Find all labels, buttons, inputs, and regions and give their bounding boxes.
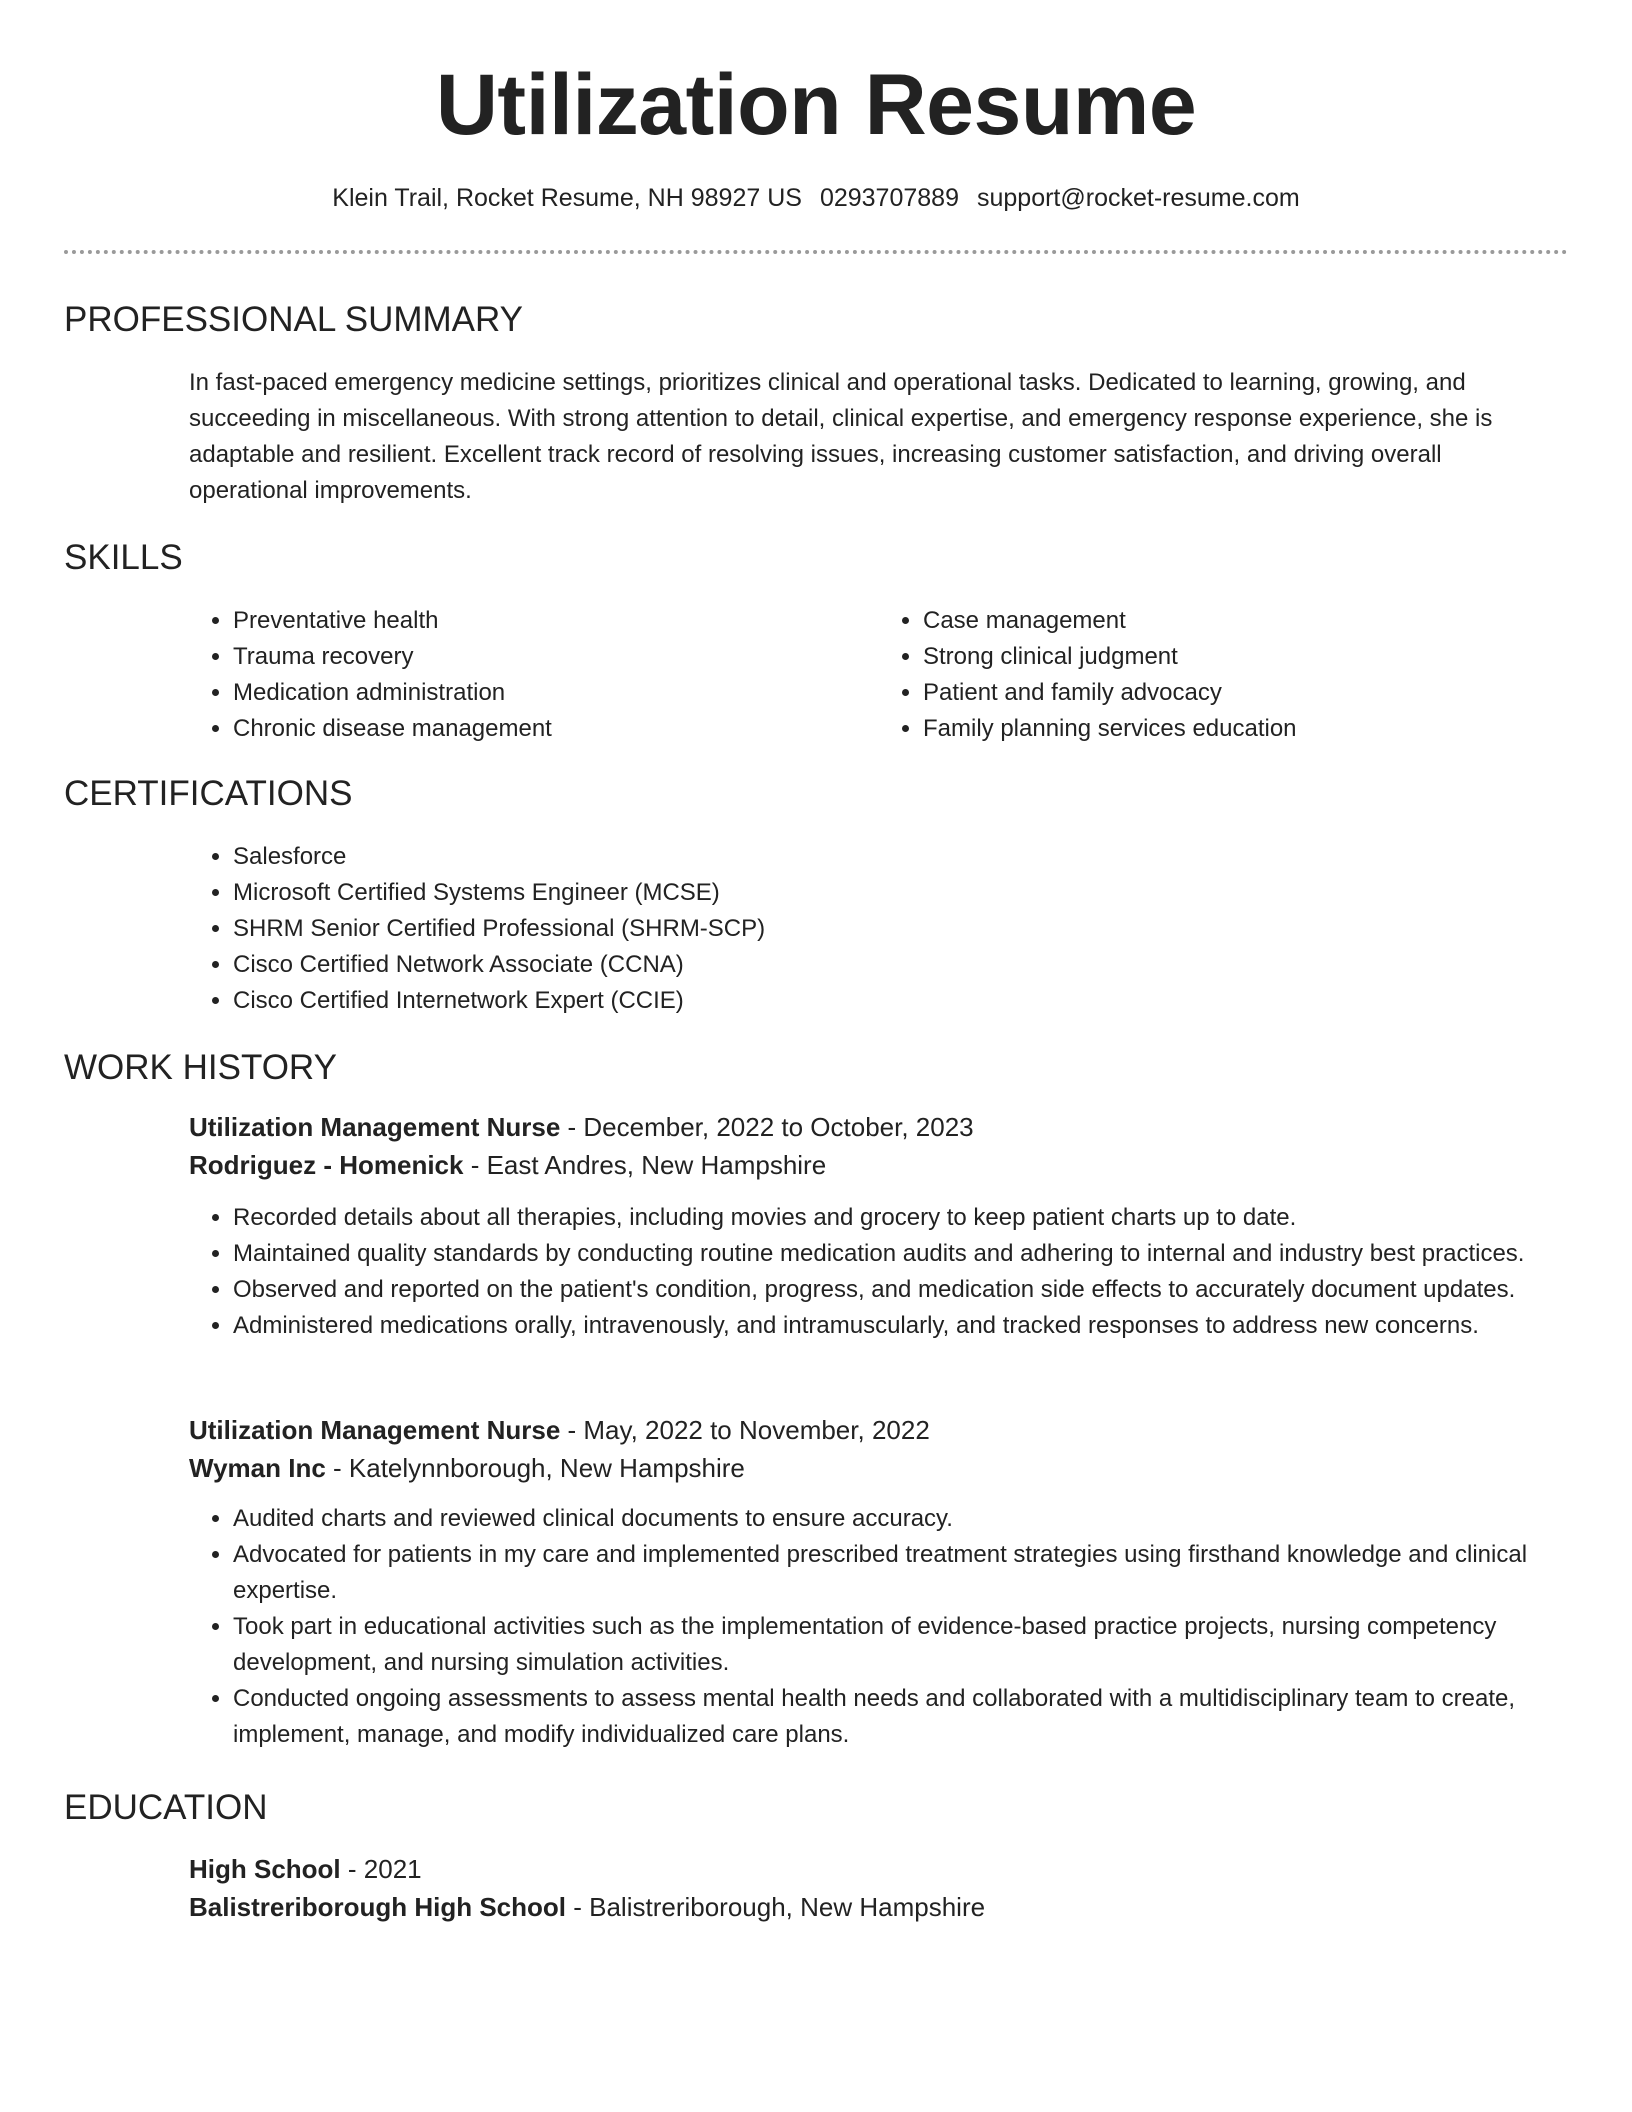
skill-item: • Family planning services education: [923, 711, 1569, 747]
education-degree-line: [189, 1850, 1569, 1888]
job-entry: [189, 1411, 1569, 1487]
education-year: - 2021: [340, 1854, 422, 1884]
certification-item: • Microsoft Certified Systems Engineer (MCSE): [233, 875, 1569, 911]
job-role: Utilization Management Nurse: [189, 1112, 561, 1142]
work-history-heading: WORK HISTORY: [64, 1048, 337, 1087]
job-bullets-section: [189, 1200, 1569, 1344]
skill-item: • Trauma recovery: [233, 639, 879, 675]
job-bullet: • Advocated for patients in my care and implemented prescribed treatment strategies using firsthand knowledge and clinical expertise.: [233, 1537, 1569, 1609]
certifications-section: [189, 839, 1569, 1019]
education-location: - Balistreriborough, New Hampshire: [566, 1892, 986, 1922]
job-bullet: • Administered medications orally, intravenously, and intramuscularly, and tracked responses to address new concerns.: [233, 1308, 1569, 1344]
certification-item: • SHRM Senior Certified Professional (SHRM-SCP): [233, 911, 1569, 947]
job-bullet: • Took part in educational activities such as the implementation of evidence-based practice projects, nursing competency development, and nursing simulation activities.: [233, 1609, 1569, 1681]
skill-item: • Strong clinical judgment: [923, 639, 1569, 675]
skills-list-right: [879, 603, 1569, 747]
certifications-heading: CERTIFICATIONS: [64, 774, 353, 813]
resume-name: Utilization Resume: [435, 57, 1197, 153]
education-entry: [189, 1850, 1569, 1926]
summary-section: [189, 365, 1549, 509]
skills-heading: SKILLS: [64, 538, 183, 577]
contact-email: support@rocket-resume.com: [976, 184, 1300, 212]
job-company: Rodriguez - Homenick: [189, 1150, 464, 1180]
job-bullet: • Conducted ongoing assessments to assess mental health needs and collaborated with a multidisciplinary team to create, implement, manage, and modify individualized care plans.: [233, 1681, 1569, 1753]
skills-list-left: [189, 603, 879, 747]
job-bullet: • Observed and reported on the patient's condition, progress, and medication side effects to accurately document updates.: [233, 1272, 1569, 1308]
job-bullet: • Audited charts and reviewed clinical documents to ensure accuracy.: [233, 1501, 1569, 1537]
contact-address: Klein Trail, Rocket Resume, NH 98927 US: [332, 184, 802, 212]
certifications-list: [189, 839, 1569, 1019]
certification-item: • Cisco Certified Network Associate (CCNA): [233, 947, 1569, 983]
job-bullets: [189, 1200, 1569, 1344]
job-dates: - May, 2022 to November, 2022: [560, 1415, 930, 1445]
job-bullets-section: [189, 1501, 1569, 1753]
summary-text: In fast-paced emergency medicine settings, prioritizes clinical and operational tasks. Dedicated to learning, growing, and succeeding in miscellaneous. With strong attention to detail, clinical expertise, and emergency response experience, she is adaptable and resilient. Excellent track record of resolving issues, increasing customer satisfaction, and driving overall operational improvements.: [189, 369, 1493, 504]
skill-item: • Chronic disease management: [233, 711, 879, 747]
summary-heading: PROFESSIONAL SUMMARY: [64, 300, 523, 339]
skill-item: • Patient and family advocacy: [923, 675, 1569, 711]
education-degree: High School: [189, 1854, 341, 1884]
job-location: - Katelynnborough, New Hampshire: [325, 1453, 745, 1483]
job-title-line: [189, 1411, 1569, 1449]
job-org-line: [189, 1449, 1569, 1487]
skill-item: • Case management: [923, 603, 1569, 639]
job-company: Wyman Inc: [189, 1453, 326, 1483]
education-school: Balistreriborough High School: [189, 1892, 567, 1922]
contact-line: [0, 180, 1632, 216]
skill-item: • Medication administration: [233, 675, 879, 711]
job-bullets: [189, 1501, 1569, 1753]
job-title-line: [189, 1108, 1569, 1146]
job-bullet: • Maintained quality standards by conducting routine medication audits and adhering to internal and industry best practices.: [233, 1236, 1569, 1272]
certification-item: • Salesforce: [233, 839, 1569, 875]
certification-item: • Cisco Certified Internetwork Expert (CCIE): [233, 983, 1569, 1019]
job-bullet: • Recorded details about all therapies, including movies and grocery to keep patient charts up to date.: [233, 1200, 1569, 1236]
job-location: - East Andres, New Hampshire: [463, 1150, 827, 1180]
job-org-line: [189, 1146, 1569, 1184]
skills-columns: [189, 603, 1569, 747]
contact-phone: 0293707889: [819, 184, 959, 212]
job-entry: [189, 1108, 1569, 1184]
skill-item: • Preventative health: [233, 603, 879, 639]
skills-section: [189, 603, 1569, 747]
job-dates: - December, 2022 to October, 2023: [560, 1112, 974, 1142]
job-role: Utilization Management Nurse: [189, 1415, 561, 1445]
education-school-line: [189, 1888, 1569, 1926]
header-divider: [64, 250, 1568, 254]
education-heading: EDUCATION: [64, 1788, 268, 1827]
